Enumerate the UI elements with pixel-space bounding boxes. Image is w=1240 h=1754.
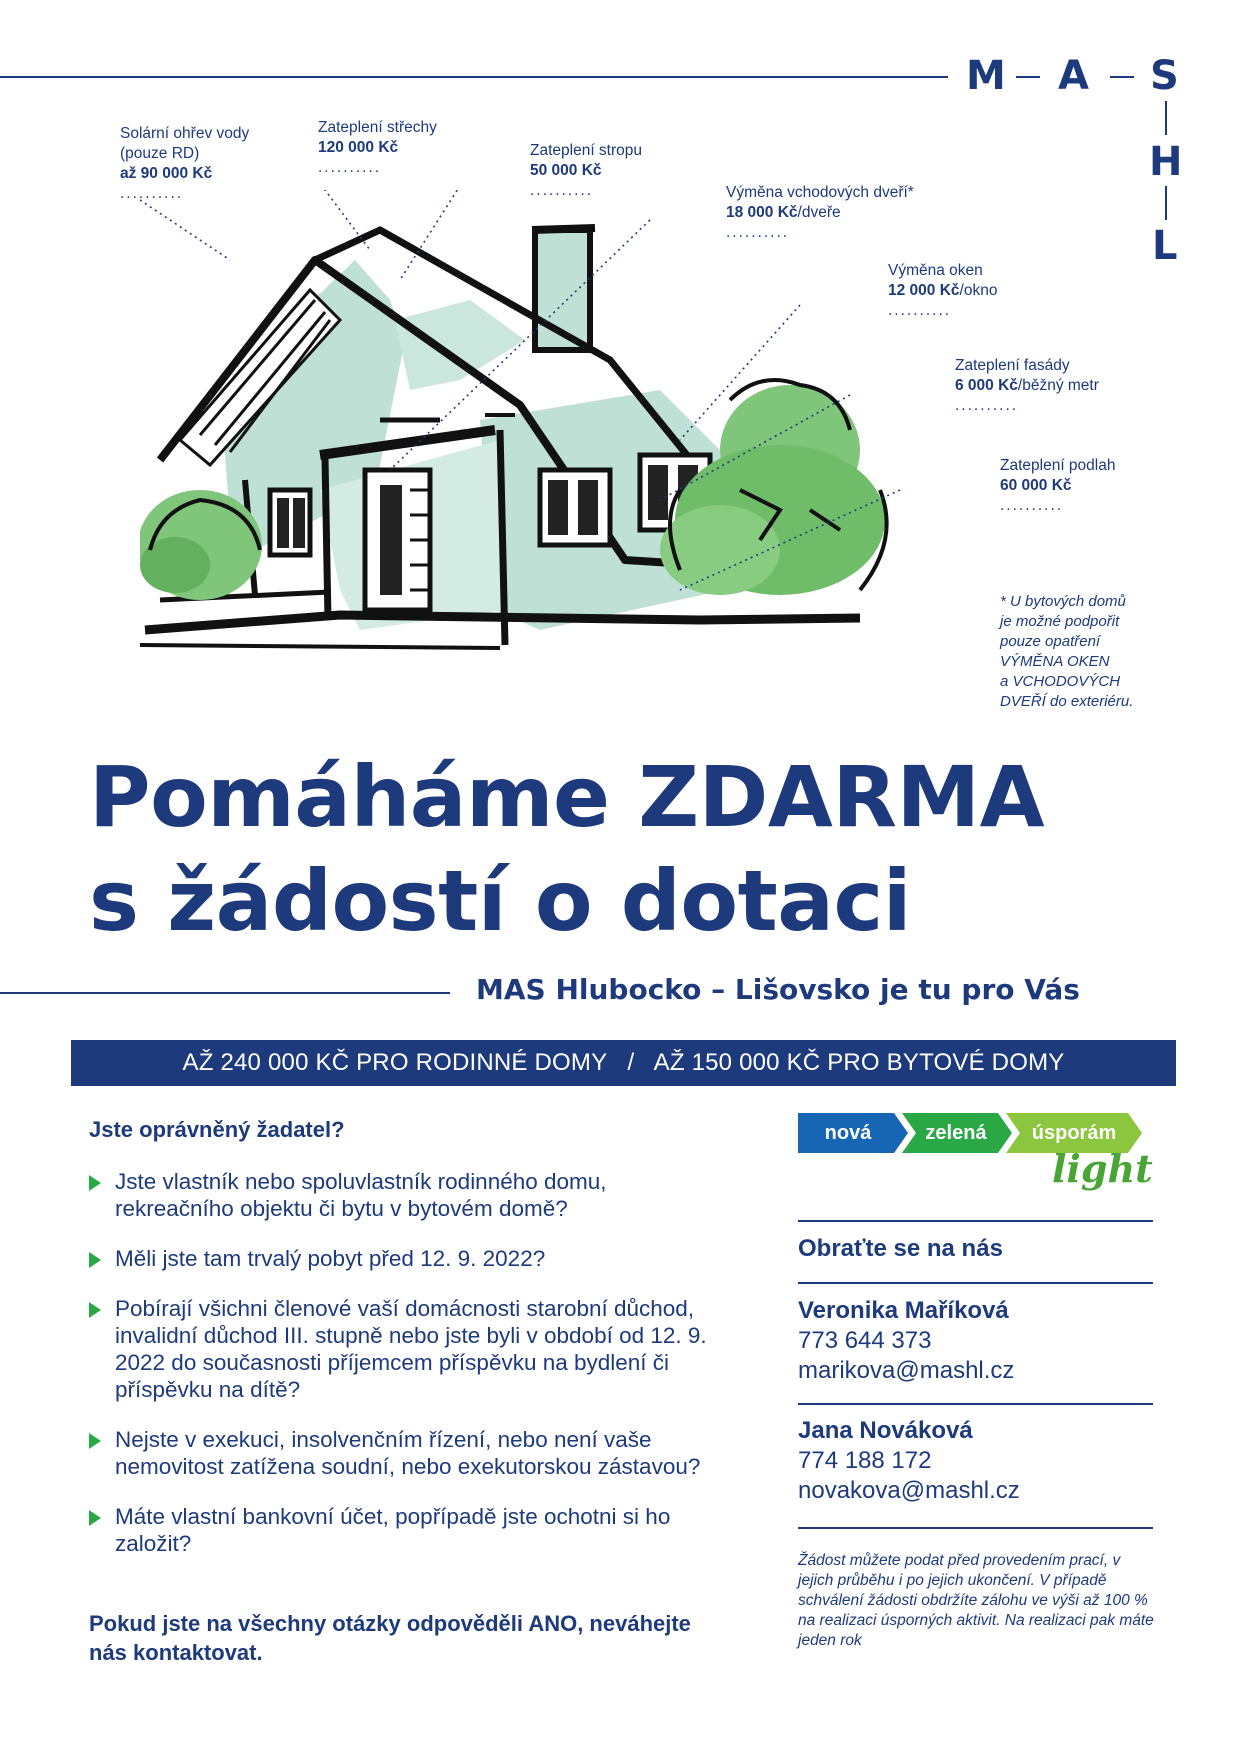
annotation-unit: /okno (959, 282, 998, 299)
bullet-icon (89, 1302, 101, 1318)
bullet-icon (89, 1175, 101, 1191)
divider (798, 1403, 1153, 1405)
annotation-roof: Zateplení střechy 120 000 Kč .......... (318, 119, 437, 176)
annotation-unit: /dveře (797, 204, 841, 221)
logo-letter-a: A (1058, 53, 1089, 99)
footnote (1000, 592, 1133, 712)
annotation-facade: Zateplení fasády 6 000 Kč/běžný metr .......... (955, 357, 1099, 414)
logo-dash (1110, 76, 1134, 78)
banner-text: AŽ 240 000 KČ PRO RODINNÉ DOMY / AŽ 150 000 KČ PRO BYTOVÉ DOMY (182, 1049, 1065, 1076)
annotation-label: Výměna vchodových dveří* (726, 184, 914, 201)
subhead-rule (0, 992, 450, 994)
footnote-line: DVEŘÍ do exteriéru. (1000, 693, 1134, 710)
list-item-text: Měli jste tam trvalý pobyt před 12. 9. 2022? (115, 1246, 546, 1271)
logo-dash (1016, 76, 1040, 78)
divider (798, 1282, 1153, 1284)
annotation-label: (pouze RD) (120, 145, 200, 162)
annotation-ceiling: Zateplení stropu 50 000 Kč .......... (530, 142, 643, 199)
annotation-label: Zateplení fasády (955, 357, 1070, 374)
application-note: Žádost můžete podat před provedením prací, v jejich průběhu i po jejich ukončení. V případě schválení žádosti obdržíte zálohu ve výši až 100 % na realizaci úsporných aktivit. Na realizaci pak máte jeden rok (798, 1552, 1154, 1649)
contact-name: Jana Nováková (798, 1417, 973, 1444)
contact-phone[interactable]: 773 644 373 (798, 1327, 932, 1354)
logo-letter-h: H (1149, 139, 1183, 185)
annotation-amount: 6 000 Kč (955, 377, 1018, 394)
annotation-label: Zateplení stropu (530, 142, 643, 159)
logo-vbar (1165, 101, 1167, 135)
footnote-line: pouze opatření (1000, 633, 1101, 650)
annotation-label: Výměna oken (888, 262, 983, 279)
footnote-line: VÝMĚNA OKEN (1000, 653, 1110, 670)
annotation-amount: 120 000 Kč (318, 139, 399, 156)
annotation-label: Zateplení podlah (1000, 457, 1116, 474)
list-item-text: Nejste v exekuci, insolvenčním řízení, nebo není vaše nemovitost zatížena soudní, nebo exekutorskou zástavou? (115, 1427, 701, 1479)
contact-title: Obraťte se na nás (798, 1235, 1003, 1262)
bullet-icon (89, 1433, 101, 1449)
headline-line-2: s žádostí o dotaci (89, 852, 912, 950)
list-item (89, 1503, 709, 1557)
annotation-floor: Zateplení podlah 60 000 Kč .......... (1000, 457, 1116, 514)
footnote-line: * U bytových domů (1000, 593, 1126, 610)
divider (798, 1220, 1153, 1222)
list-item (89, 1426, 729, 1480)
annotation-label: Solární ohřev vody (120, 125, 250, 142)
list-item (89, 1168, 709, 1222)
bullet-icon (89, 1252, 101, 1268)
annotation-unit: /běžný metr (1017, 377, 1099, 394)
list-item (89, 1295, 709, 1403)
annotation-amount: 12 000 Kč (888, 282, 960, 299)
list-item-text: Máte vlastní bankovní účet, popřípadě jste ochotni si ho založit? (115, 1504, 671, 1556)
annotation-label: Zateplení střechy (318, 119, 437, 136)
contact-email[interactable]: marikova@mashl.cz (798, 1357, 1015, 1384)
top-rule (0, 76, 948, 78)
contact-email[interactable]: novakova@mashl.cz (798, 1477, 1020, 1504)
program-step-1: nová (824, 1121, 872, 1144)
annotation-windows: Výměna oken 12 000 Kč/okno .......... (888, 262, 998, 319)
logo-letter-l: L (1152, 223, 1178, 269)
list-item-text: Pobírají všichni členové vaší domácnosti starobní důchod, invalidní důchod III. stupně nebo jste byli v období od 12. 9. 2022 do současnosti příjemcem příspěvku na bydlení či příspěvku na dítě? (115, 1296, 707, 1402)
eligibility-title: Jste oprávněný žadatel? (89, 1117, 345, 1142)
annotation-amount: 50 000 Kč (530, 162, 602, 179)
annotation-amount: 60 000 Kč (1000, 477, 1072, 494)
funding-banner (71, 1040, 1176, 1086)
list-item-text: Jste vlastník nebo spoluvlastník rodinného domu, rekreačního objektu či bytu v bytovém domě? (115, 1169, 607, 1221)
headline (89, 745, 1044, 953)
logo-letter-m: M (966, 53, 1006, 99)
eligibility-list (89, 1168, 729, 1580)
contact-phone[interactable]: 774 188 172 (798, 1447, 932, 1474)
annotation-solar: Solární ohřev vody (pouze RD) až 90 000 Kč .......... (120, 125, 250, 202)
contact-name: Veronika Maříková (798, 1297, 1009, 1324)
headline-line-1: Pomáháme ZDARMA (89, 748, 1045, 846)
bullet-icon (89, 1510, 101, 1526)
subheadline: MAS Hlubocko – Lišovsko je tu pro Vás (476, 973, 1080, 1006)
footnote-line: a VCHODOVÝCH (1000, 673, 1121, 690)
divider (798, 1527, 1153, 1529)
house-illustration (140, 190, 960, 700)
logo-vbar (1165, 186, 1167, 220)
program-step-2: zelená (925, 1121, 987, 1144)
logo-letter-s: S (1150, 53, 1179, 99)
program-step-3: úsporám (1031, 1121, 1117, 1144)
annotation-amount: 18 000 Kč (726, 204, 798, 221)
eligibility-footer: Pokud jste na všechny otázky odpověděli ANO, neváhejte nás kontaktovat. (89, 1611, 691, 1665)
footnote-line: je možné podpořit (1000, 613, 1120, 630)
list-item (89, 1245, 729, 1272)
annotation-door: Výměna vchodových dveří* 18 000 Kč/dveře .......... (726, 184, 914, 241)
program-suffix: light (1052, 1146, 1153, 1191)
annotation-amount: až 90 000 Kč (120, 165, 213, 182)
